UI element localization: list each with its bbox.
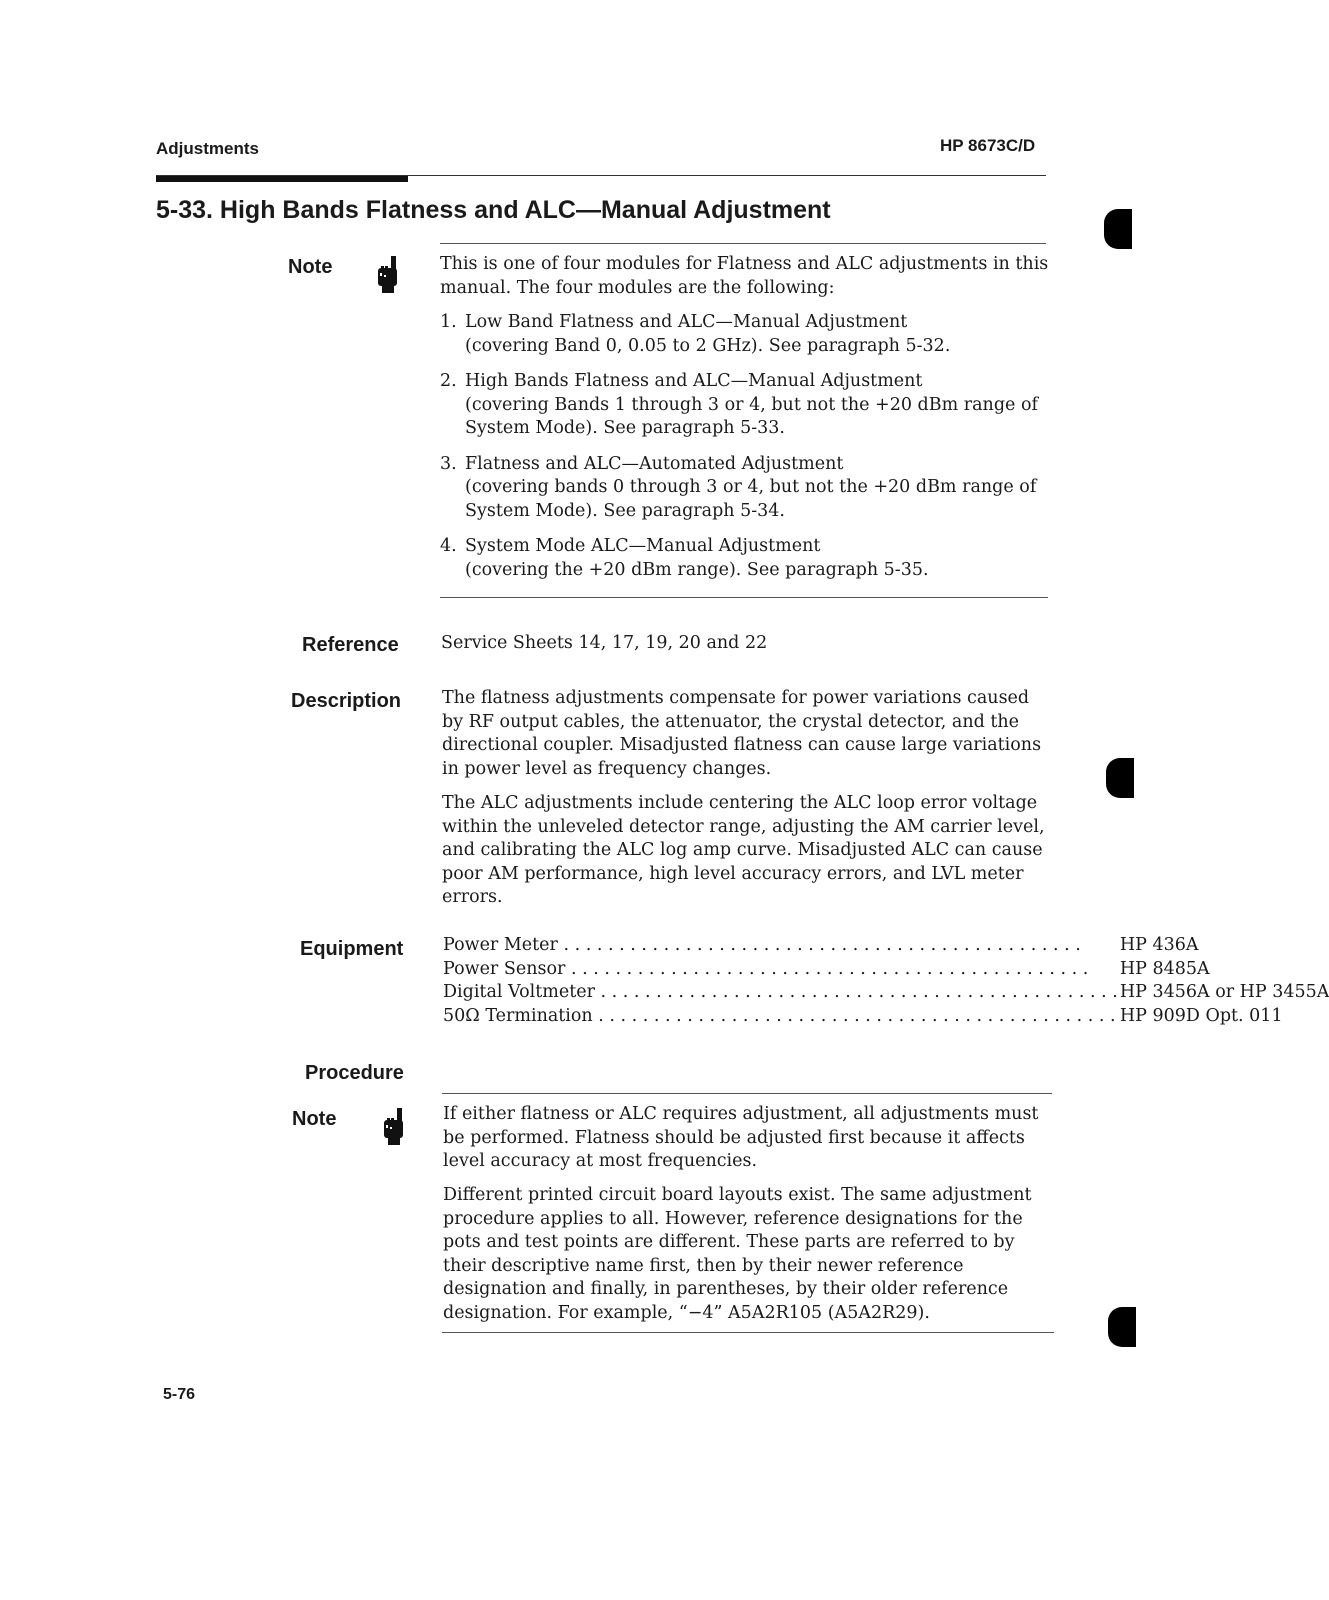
list-item: 4. System Mode ALC—Manual Adjustment (covering the +20 dBm range). See paragraph 5-35.: [440, 536, 929, 580]
table-row: [443, 981, 1329, 1005]
description-label: Description: [291, 690, 402, 712]
thumb-tab-marker: [1106, 758, 1134, 798]
table-row: [443, 958, 1329, 982]
table-row: [443, 934, 1329, 958]
equipment-model: HP 909D Opt. 011: [1119, 1005, 1283, 1026]
description-paragraph-flatness: The flatness adjustments compensate for power variations caused by RF output cables, the attenuator, the crystal detector, and the directional coupler. Misadjusted flatness can cause large variations in power level as frequency changes.: [442, 688, 1042, 779]
page-title: 5-33. High Bands Flatness and ALC—Manual Adjustment: [156, 196, 831, 224]
equipment-model: HP 8485A: [1119, 958, 1210, 979]
table-row: [443, 1005, 1329, 1029]
note-label: Note: [292, 1108, 337, 1130]
list-item: 3. Flatness and ALC—Automated Adjustment (covering bands 0 through 3 or 4, but not the +20 dBm range of System Mode). See paragraph 5-34.: [440, 453, 1037, 521]
note-intro: This is one of four modules for Flatness and ALC adjustments in this manual. The four modules are the following:: [440, 254, 1049, 298]
thumb-tab-marker: [1104, 209, 1132, 249]
equipment-name: Power Sensor . . .: [443, 958, 1118, 982]
pointing-hand-icon: [380, 1106, 406, 1146]
equipment-name: 50Ω Termination . . .: [443, 1005, 1118, 1029]
equipment-model: HP 436A: [1119, 935, 1199, 955]
running-header-model: HP 8673C/D: [940, 136, 1036, 155]
pointing-hand-icon: [374, 254, 400, 294]
list-item: 2. High Bands Flatness and ALC—Manual Adjustment (covering Bands 1 through 3 or 4, but not the +20 dBm range of System Mode). See paragraph 5-33.: [440, 371, 1038, 438]
running-header-section: Adjustments: [156, 139, 259, 158]
note-top-rule: [440, 243, 1046, 244]
description-paragraph-alc: The ALC adjustments include centering the ALC loop error voltage within the unleveled detector range, adjusting the AM carrier level, and calibrating the ALC log amp curve. Misadjusted ALC can cause poor AM performance, high level accuracy errors, and LVL meter errors.: [442, 793, 1045, 907]
reference-text: Service Sheets 14, 17, 19, 20 and 22: [441, 633, 768, 653]
equipment-name: Power Meter . . .: [443, 934, 1118, 958]
equipment-label: Equipment: [300, 938, 404, 960]
note-paragraph-order: If either flatness or ALC requires adjustment, all adjustments must be performed. Flatness should be adjusted first because it affects level accuracy at most frequencies.: [443, 1104, 1039, 1171]
note-label: Note: [288, 256, 333, 278]
page-number: 5-76: [163, 1386, 196, 1403]
note-paragraph-layouts: Different printed circuit board layouts exist. The same adjustment procedure applies to all. However, reference designations for the pots and test points are different. These parts are referred to by their descriptive name first, then by their newer reference designation and finally, in parentheses, by their older reference designation. For example, “−4” A5A2R105 (A5A2R29).: [443, 1185, 1032, 1323]
procedure-label: Procedure: [305, 1062, 404, 1084]
equipment-model: HP 3456A or HP 3455A: [1119, 982, 1329, 1002]
header-rule-bar: [156, 176, 408, 182]
equipment-name: Digital Voltmeter . . .: [443, 981, 1118, 1005]
reference-label: Reference: [302, 634, 399, 656]
note-bottom-rule: [442, 1332, 1054, 1333]
note-bottom-rule: [440, 597, 1048, 598]
list-item: 1. Low Band Flatness and ALC—Manual Adjustment (covering Band 0, 0.05 to 2 GHz). See paragraph 5-32.: [440, 312, 951, 356]
modules-list: [440, 311, 1050, 594]
note-top-rule: [442, 1093, 1052, 1094]
equipment-table: [443, 934, 1329, 1028]
thumb-tab-marker: [1108, 1307, 1136, 1347]
